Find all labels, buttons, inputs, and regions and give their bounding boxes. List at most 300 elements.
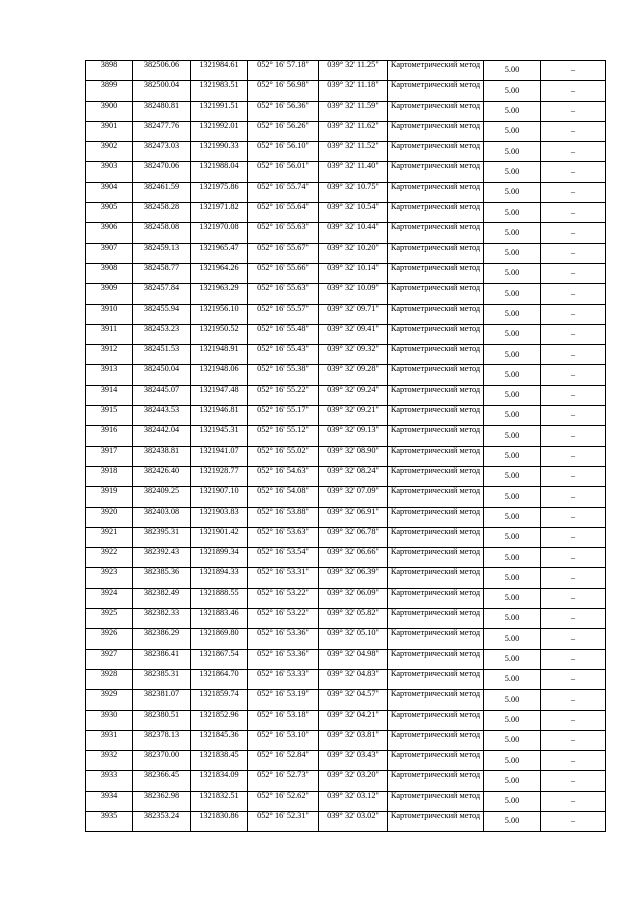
point-number-cell: 3911 xyxy=(86,324,133,344)
longitude-cell: 039° 32' 11.40" xyxy=(319,162,388,182)
point-number-cell: 3898 xyxy=(86,61,133,81)
accuracy-cell: 5.00 xyxy=(484,588,541,608)
point-number-cell: 3905 xyxy=(86,203,133,223)
table-row xyxy=(86,345,606,365)
latitude-cell: 052° 16' 55.64" xyxy=(248,203,319,223)
description-cell: – xyxy=(541,101,606,121)
x-coordinate-cell: 382382.49 xyxy=(133,588,191,608)
description-cell: – xyxy=(541,791,606,811)
description-cell: – xyxy=(541,629,606,649)
longitude-cell: 039° 32' 04.21" xyxy=(319,710,388,730)
latitude-cell: 052° 16' 55.43" xyxy=(248,345,319,365)
point-number-cell: 3919 xyxy=(86,487,133,507)
table-row xyxy=(86,101,606,121)
method-cell: Картометрический метод xyxy=(388,426,484,446)
y-coordinate-cell: 1321830.86 xyxy=(191,811,248,831)
method-cell: Картометрический метод xyxy=(388,81,484,101)
method-cell: Картометрический метод xyxy=(388,243,484,263)
method-cell: Картометрический метод xyxy=(388,690,484,710)
accuracy-cell: 5.00 xyxy=(484,669,541,689)
accuracy-cell: 5.00 xyxy=(484,142,541,162)
method-cell: Картометрический метод xyxy=(388,101,484,121)
description-cell: – xyxy=(541,263,606,283)
accuracy-cell: 5.00 xyxy=(484,426,541,446)
x-coordinate-cell: 382366.45 xyxy=(133,771,191,791)
y-coordinate-cell: 1321894.33 xyxy=(191,568,248,588)
latitude-cell: 052° 16' 55.63" xyxy=(248,223,319,243)
table-row xyxy=(86,649,606,669)
x-coordinate-cell: 382506.06 xyxy=(133,61,191,81)
accuracy-cell: 5.00 xyxy=(484,345,541,365)
x-coordinate-cell: 382386.41 xyxy=(133,649,191,669)
description-cell: – xyxy=(541,548,606,568)
latitude-cell: 052° 16' 53.22" xyxy=(248,609,319,629)
y-coordinate-cell: 1321834.09 xyxy=(191,771,248,791)
y-coordinate-cell: 1321903.83 xyxy=(191,507,248,527)
point-number-cell: 3923 xyxy=(86,568,133,588)
point-number-cell: 3915 xyxy=(86,406,133,426)
longitude-cell: 039° 32' 10.09" xyxy=(319,284,388,304)
x-coordinate-cell: 382392.43 xyxy=(133,548,191,568)
point-number-cell: 3920 xyxy=(86,507,133,527)
longitude-cell: 039° 32' 10.54" xyxy=(319,203,388,223)
y-coordinate-cell: 1321992.01 xyxy=(191,121,248,141)
description-cell: – xyxy=(541,446,606,466)
latitude-cell: 052° 16' 56.01" xyxy=(248,162,319,182)
longitude-cell: 039° 32' 11.18" xyxy=(319,81,388,101)
description-cell: – xyxy=(541,669,606,689)
table-row xyxy=(86,751,606,771)
longitude-cell: 039° 32' 04.98" xyxy=(319,649,388,669)
table-row xyxy=(86,81,606,101)
accuracy-cell: 5.00 xyxy=(484,649,541,669)
longitude-cell: 039° 32' 09.24" xyxy=(319,385,388,405)
table-row xyxy=(86,121,606,141)
description-cell: – xyxy=(541,649,606,669)
y-coordinate-cell: 1321984.61 xyxy=(191,61,248,81)
x-coordinate-cell: 382451.53 xyxy=(133,345,191,365)
method-cell: Картометрический метод xyxy=(388,345,484,365)
method-cell: Картометрический метод xyxy=(388,324,484,344)
accuracy-cell: 5.00 xyxy=(484,548,541,568)
accuracy-cell: 5.00 xyxy=(484,690,541,710)
accuracy-cell: 5.00 xyxy=(484,324,541,344)
accuracy-cell: 5.00 xyxy=(484,406,541,426)
x-coordinate-cell: 382409.25 xyxy=(133,487,191,507)
point-number-cell: 3913 xyxy=(86,365,133,385)
table-row xyxy=(86,771,606,791)
longitude-cell: 039° 32' 09.21" xyxy=(319,406,388,426)
x-coordinate-cell: 382386.29 xyxy=(133,629,191,649)
method-cell: Картометрический метод xyxy=(388,568,484,588)
x-coordinate-cell: 382458.08 xyxy=(133,223,191,243)
accuracy-cell: 5.00 xyxy=(484,507,541,527)
latitude-cell: 052° 16' 57.18" xyxy=(248,61,319,81)
accuracy-cell: 5.00 xyxy=(484,446,541,466)
method-cell: Картометрический метод xyxy=(388,223,484,243)
table-row xyxy=(86,811,606,831)
longitude-cell: 039° 32' 09.41" xyxy=(319,324,388,344)
accuracy-cell: 5.00 xyxy=(484,284,541,304)
longitude-cell: 039° 32' 07.09" xyxy=(319,487,388,507)
accuracy-cell: 5.00 xyxy=(484,791,541,811)
table-row xyxy=(86,710,606,730)
table-body xyxy=(86,61,606,832)
description-cell: – xyxy=(541,121,606,141)
latitude-cell: 052° 16' 53.63" xyxy=(248,527,319,547)
table-row xyxy=(86,162,606,182)
latitude-cell: 052° 16' 53.36" xyxy=(248,649,319,669)
x-coordinate-cell: 382480.81 xyxy=(133,101,191,121)
table-row xyxy=(86,182,606,202)
description-cell: – xyxy=(541,487,606,507)
latitude-cell: 052° 16' 53.19" xyxy=(248,690,319,710)
latitude-cell: 052° 16' 52.31" xyxy=(248,811,319,831)
method-cell: Картометрический метод xyxy=(388,548,484,568)
table-row xyxy=(86,548,606,568)
longitude-cell: 039° 32' 11.59" xyxy=(319,101,388,121)
latitude-cell: 052° 16' 55.22" xyxy=(248,385,319,405)
method-cell: Картометрический метод xyxy=(388,284,484,304)
longitude-cell: 039° 32' 05.10" xyxy=(319,629,388,649)
method-cell: Картометрический метод xyxy=(388,203,484,223)
longitude-cell: 039° 32' 11.25" xyxy=(319,61,388,81)
y-coordinate-cell: 1321948.06 xyxy=(191,365,248,385)
table-row xyxy=(86,365,606,385)
x-coordinate-cell: 382445.07 xyxy=(133,385,191,405)
latitude-cell: 052° 16' 52.73" xyxy=(248,771,319,791)
table-row xyxy=(86,527,606,547)
description-cell: – xyxy=(541,304,606,324)
description-cell: – xyxy=(541,162,606,182)
longitude-cell: 039° 32' 09.32" xyxy=(319,345,388,365)
longitude-cell: 039° 32' 03.12" xyxy=(319,791,388,811)
point-number-cell: 3902 xyxy=(86,142,133,162)
point-number-cell: 3912 xyxy=(86,345,133,365)
method-cell: Картометрический метод xyxy=(388,629,484,649)
description-cell: – xyxy=(541,466,606,486)
y-coordinate-cell: 1321991.51 xyxy=(191,101,248,121)
accuracy-cell: 5.00 xyxy=(484,304,541,324)
description-cell: – xyxy=(541,568,606,588)
longitude-cell: 039° 32' 09.28" xyxy=(319,365,388,385)
point-number-cell: 3933 xyxy=(86,771,133,791)
latitude-cell: 052° 16' 55.17" xyxy=(248,406,319,426)
table-row xyxy=(86,385,606,405)
table-row xyxy=(86,263,606,283)
y-coordinate-cell: 1321971.82 xyxy=(191,203,248,223)
description-cell: – xyxy=(541,345,606,365)
table-row xyxy=(86,669,606,689)
accuracy-cell: 5.00 xyxy=(484,365,541,385)
y-coordinate-cell: 1321832.51 xyxy=(191,791,248,811)
point-number-cell: 3904 xyxy=(86,182,133,202)
longitude-cell: 039° 32' 03.43" xyxy=(319,751,388,771)
y-coordinate-cell: 1321907.10 xyxy=(191,487,248,507)
latitude-cell: 052° 16' 53.18" xyxy=(248,710,319,730)
accuracy-cell: 5.00 xyxy=(484,710,541,730)
description-cell: – xyxy=(541,81,606,101)
x-coordinate-cell: 382353.24 xyxy=(133,811,191,831)
point-number-cell: 3935 xyxy=(86,811,133,831)
method-cell: Картометрический метод xyxy=(388,710,484,730)
accuracy-cell: 5.00 xyxy=(484,182,541,202)
y-coordinate-cell: 1321988.04 xyxy=(191,162,248,182)
method-cell: Картометрический метод xyxy=(388,61,484,81)
accuracy-cell: 5.00 xyxy=(484,609,541,629)
longitude-cell: 039° 32' 06.91" xyxy=(319,507,388,527)
y-coordinate-cell: 1321963.29 xyxy=(191,284,248,304)
latitude-cell: 052° 16' 52.84" xyxy=(248,751,319,771)
description-cell: – xyxy=(541,284,606,304)
accuracy-cell: 5.00 xyxy=(484,751,541,771)
point-number-cell: 3901 xyxy=(86,121,133,141)
accuracy-cell: 5.00 xyxy=(484,162,541,182)
accuracy-cell: 5.00 xyxy=(484,466,541,486)
accuracy-cell: 5.00 xyxy=(484,771,541,791)
longitude-cell: 039° 32' 10.14" xyxy=(319,263,388,283)
table-row xyxy=(86,324,606,344)
accuracy-cell: 5.00 xyxy=(484,121,541,141)
latitude-cell: 052° 16' 55.12" xyxy=(248,426,319,446)
description-cell: – xyxy=(541,243,606,263)
y-coordinate-cell: 1321975.86 xyxy=(191,182,248,202)
x-coordinate-cell: 382457.84 xyxy=(133,284,191,304)
x-coordinate-cell: 382473.03 xyxy=(133,142,191,162)
point-number-cell: 3903 xyxy=(86,162,133,182)
table-row xyxy=(86,507,606,527)
y-coordinate-cell: 1321950.52 xyxy=(191,324,248,344)
point-number-cell: 3924 xyxy=(86,588,133,608)
latitude-cell: 052° 16' 55.48" xyxy=(248,324,319,344)
latitude-cell: 052° 16' 55.74" xyxy=(248,182,319,202)
description-cell: – xyxy=(541,690,606,710)
accuracy-cell: 5.00 xyxy=(484,81,541,101)
description-cell: – xyxy=(541,527,606,547)
x-coordinate-cell: 382458.77 xyxy=(133,263,191,283)
method-cell: Картометрический метод xyxy=(388,730,484,750)
x-coordinate-cell: 382500.04 xyxy=(133,81,191,101)
longitude-cell: 039° 32' 03.02" xyxy=(319,811,388,831)
method-cell: Картометрический метод xyxy=(388,365,484,385)
x-coordinate-cell: 382381.07 xyxy=(133,690,191,710)
y-coordinate-cell: 1321888.55 xyxy=(191,588,248,608)
point-number-cell: 3918 xyxy=(86,466,133,486)
method-cell: Картометрический метод xyxy=(388,487,484,507)
method-cell: Картометрический метод xyxy=(388,304,484,324)
x-coordinate-cell: 382458.28 xyxy=(133,203,191,223)
latitude-cell: 052° 16' 56.26" xyxy=(248,121,319,141)
latitude-cell: 052° 16' 53.22" xyxy=(248,588,319,608)
table-row xyxy=(86,730,606,750)
accuracy-cell: 5.00 xyxy=(484,101,541,121)
y-coordinate-cell: 1321990.33 xyxy=(191,142,248,162)
accuracy-cell: 5.00 xyxy=(484,263,541,283)
y-coordinate-cell: 1321946.81 xyxy=(191,406,248,426)
method-cell: Картометрический метод xyxy=(388,751,484,771)
description-cell: – xyxy=(541,710,606,730)
x-coordinate-cell: 382442.04 xyxy=(133,426,191,446)
x-coordinate-cell: 382453.23 xyxy=(133,324,191,344)
method-cell: Картометрический метод xyxy=(388,446,484,466)
latitude-cell: 052° 16' 56.36" xyxy=(248,101,319,121)
x-coordinate-cell: 382362.98 xyxy=(133,791,191,811)
y-coordinate-cell: 1321945.31 xyxy=(191,426,248,446)
point-number-cell: 3910 xyxy=(86,304,133,324)
longitude-cell: 039° 32' 06.09" xyxy=(319,588,388,608)
y-coordinate-cell: 1321964.26 xyxy=(191,263,248,283)
y-coordinate-cell: 1321948.91 xyxy=(191,345,248,365)
description-cell: – xyxy=(541,406,606,426)
description-cell: – xyxy=(541,182,606,202)
y-coordinate-cell: 1321947.48 xyxy=(191,385,248,405)
point-number-cell: 3917 xyxy=(86,446,133,466)
description-cell: – xyxy=(541,324,606,344)
method-cell: Картометрический метод xyxy=(388,182,484,202)
y-coordinate-cell: 1321867.54 xyxy=(191,649,248,669)
y-coordinate-cell: 1321941.07 xyxy=(191,446,248,466)
table-row xyxy=(86,142,606,162)
longitude-cell: 039° 32' 10.75" xyxy=(319,182,388,202)
y-coordinate-cell: 1321838.45 xyxy=(191,751,248,771)
longitude-cell: 039° 32' 03.20" xyxy=(319,771,388,791)
table-row xyxy=(86,487,606,507)
point-number-cell: 3934 xyxy=(86,791,133,811)
description-cell: – xyxy=(541,609,606,629)
longitude-cell: 039° 32' 05.82" xyxy=(319,609,388,629)
table-row xyxy=(86,446,606,466)
document-page xyxy=(85,60,605,832)
table-row xyxy=(86,203,606,223)
x-coordinate-cell: 382438.81 xyxy=(133,446,191,466)
point-number-cell: 3899 xyxy=(86,81,133,101)
point-number-cell: 3928 xyxy=(86,669,133,689)
latitude-cell: 052° 16' 53.33" xyxy=(248,669,319,689)
description-cell: – xyxy=(541,751,606,771)
method-cell: Картометрический метод xyxy=(388,609,484,629)
table-row xyxy=(86,466,606,486)
point-number-cell: 3932 xyxy=(86,751,133,771)
longitude-cell: 039° 32' 06.78" xyxy=(319,527,388,547)
method-cell: Картометрический метод xyxy=(388,649,484,669)
method-cell: Картометрический метод xyxy=(388,507,484,527)
accuracy-cell: 5.00 xyxy=(484,730,541,750)
x-coordinate-cell: 382385.36 xyxy=(133,568,191,588)
latitude-cell: 052° 16' 55.63" xyxy=(248,284,319,304)
method-cell: Картометрический метод xyxy=(388,406,484,426)
latitude-cell: 052° 16' 55.38" xyxy=(248,365,319,385)
accuracy-cell: 5.00 xyxy=(484,629,541,649)
longitude-cell: 039° 32' 11.52" xyxy=(319,142,388,162)
method-cell: Картометрический метод xyxy=(388,588,484,608)
point-number-cell: 3930 xyxy=(86,710,133,730)
coordinates-table xyxy=(85,60,606,832)
latitude-cell: 052° 16' 54.63" xyxy=(248,466,319,486)
point-number-cell: 3914 xyxy=(86,385,133,405)
point-number-cell: 3925 xyxy=(86,609,133,629)
description-cell: – xyxy=(541,771,606,791)
table-row xyxy=(86,568,606,588)
latitude-cell: 052° 16' 55.02" xyxy=(248,446,319,466)
description-cell: – xyxy=(541,61,606,81)
latitude-cell: 052° 16' 55.66" xyxy=(248,263,319,283)
description-cell: – xyxy=(541,588,606,608)
point-number-cell: 3908 xyxy=(86,263,133,283)
y-coordinate-cell: 1321845.36 xyxy=(191,730,248,750)
description-cell: – xyxy=(541,365,606,385)
x-coordinate-cell: 382426.40 xyxy=(133,466,191,486)
latitude-cell: 052° 16' 55.67" xyxy=(248,243,319,263)
x-coordinate-cell: 382461.59 xyxy=(133,182,191,202)
method-cell: Картометрический метод xyxy=(388,263,484,283)
x-coordinate-cell: 382403.08 xyxy=(133,507,191,527)
point-number-cell: 3907 xyxy=(86,243,133,263)
x-coordinate-cell: 382459.13 xyxy=(133,243,191,263)
x-coordinate-cell: 382450.04 xyxy=(133,365,191,385)
y-coordinate-cell: 1321965.47 xyxy=(191,243,248,263)
longitude-cell: 039° 32' 08.90" xyxy=(319,446,388,466)
y-coordinate-cell: 1321899.34 xyxy=(191,548,248,568)
longitude-cell: 039° 32' 10.20" xyxy=(319,243,388,263)
point-number-cell: 3931 xyxy=(86,730,133,750)
method-cell: Картометрический метод xyxy=(388,669,484,689)
table-row xyxy=(86,223,606,243)
longitude-cell: 039° 32' 11.62" xyxy=(319,121,388,141)
method-cell: Картометрический метод xyxy=(388,121,484,141)
description-cell: – xyxy=(541,730,606,750)
x-coordinate-cell: 382380.51 xyxy=(133,710,191,730)
accuracy-cell: 5.00 xyxy=(484,203,541,223)
description-cell: – xyxy=(541,385,606,405)
y-coordinate-cell: 1321864.70 xyxy=(191,669,248,689)
point-number-cell: 3922 xyxy=(86,548,133,568)
description-cell: – xyxy=(541,811,606,831)
y-coordinate-cell: 1321883.46 xyxy=(191,609,248,629)
y-coordinate-cell: 1321956.10 xyxy=(191,304,248,324)
point-number-cell: 3909 xyxy=(86,284,133,304)
table-row xyxy=(86,406,606,426)
x-coordinate-cell: 382382.33 xyxy=(133,609,191,629)
x-coordinate-cell: 382455.94 xyxy=(133,304,191,324)
latitude-cell: 052° 16' 53.36" xyxy=(248,629,319,649)
accuracy-cell: 5.00 xyxy=(484,568,541,588)
y-coordinate-cell: 1321901.42 xyxy=(191,527,248,547)
method-cell: Картометрический метод xyxy=(388,162,484,182)
point-number-cell: 3926 xyxy=(86,629,133,649)
latitude-cell: 052° 16' 53.88" xyxy=(248,507,319,527)
table-row xyxy=(86,284,606,304)
x-coordinate-cell: 382470.06 xyxy=(133,162,191,182)
table-row xyxy=(86,304,606,324)
y-coordinate-cell: 1321928.77 xyxy=(191,466,248,486)
x-coordinate-cell: 382370.00 xyxy=(133,751,191,771)
table-row xyxy=(86,588,606,608)
point-number-cell: 3906 xyxy=(86,223,133,243)
y-coordinate-cell: 1321869.80 xyxy=(191,629,248,649)
method-cell: Картометрический метод xyxy=(388,385,484,405)
y-coordinate-cell: 1321970.08 xyxy=(191,223,248,243)
latitude-cell: 052° 16' 53.31" xyxy=(248,568,319,588)
accuracy-cell: 5.00 xyxy=(484,527,541,547)
x-coordinate-cell: 382385.31 xyxy=(133,669,191,689)
accuracy-cell: 5.00 xyxy=(484,487,541,507)
accuracy-cell: 5.00 xyxy=(484,811,541,831)
description-cell: – xyxy=(541,223,606,243)
x-coordinate-cell: 382443.53 xyxy=(133,406,191,426)
longitude-cell: 039° 32' 09.71" xyxy=(319,304,388,324)
method-cell: Картометрический метод xyxy=(388,791,484,811)
latitude-cell: 052° 16' 56.98" xyxy=(248,81,319,101)
